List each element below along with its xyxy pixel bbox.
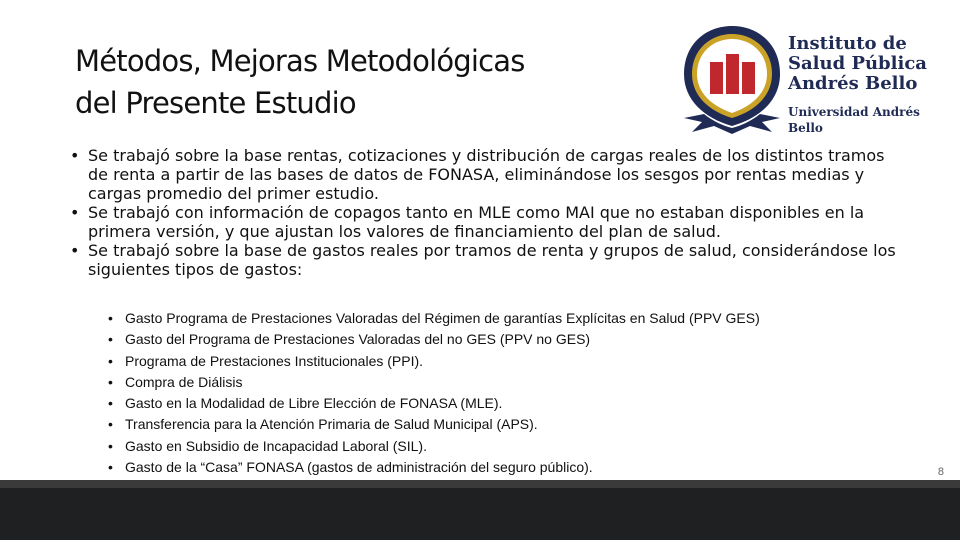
sub-bullet-item: • Gasto Programa de Prestaciones Valoradas del Régimen de garantías Explícitas en Salud (PPV GES) — [108, 308, 908, 329]
bullet-item: • Se trabajó sobre la base de gastos reales por tramos de renta y grupos de salud, considerándose los siguientes tipos de gastos: — [70, 241, 900, 279]
bullet-item: • Se trabajó sobre la base rentas, cotizaciones y distribución de cargas reales de los distintos tramos de renta a partir de las bases de datos de FONASA, eliminándose los sesgos por rentas medias y cargas promedio del primer estudio. — [70, 146, 900, 203]
sub-bullet-item: • Gasto de la “Casa” FONASA (gastos de administración del seguro público). — [108, 457, 908, 478]
sub-bullet-item: • Compra de Diálisis — [108, 372, 908, 393]
logo-text-line-2: Salud Pública — [788, 53, 927, 74]
sub-bullet-item: • Programa de Prestaciones Institucionales (PPI). — [108, 351, 908, 372]
sub-bullet-item: • Gasto del Programa de Prestaciones Valoradas del no GES (PPV no GES) — [108, 329, 908, 350]
bullet-item: • Se trabajó con información de copagos tanto en MLE como MAI que no estaban disponibles en la primera versión, y que ajustan los valores de financiamiento del plan de salud. — [70, 203, 900, 241]
institute-emblem-icon — [680, 22, 785, 134]
slide-title-line-2: del Presente Estudio — [75, 86, 356, 120]
slide-title — [75, 40, 655, 124]
footer-band — [0, 488, 960, 540]
logo-text-line-3: Andrés Bello — [788, 73, 918, 94]
page-number: 8 — [937, 466, 944, 478]
main-bullet-list — [70, 146, 900, 279]
sub-bullet-item: • Gasto en Subsidio de Incapacidad Laboral (SIL). — [108, 436, 908, 457]
logo-text-line-1: Instituto de — [788, 33, 907, 54]
institute-logo — [680, 22, 955, 134]
logo-university-name: Universidad Andrés Bello — [788, 105, 920, 135]
footer-band-top — [0, 480, 960, 488]
slide-title-line-1: Métodos, Mejoras Metodológicas — [75, 44, 525, 78]
institute-name — [788, 34, 955, 136]
expense-types-list — [108, 308, 908, 478]
sub-bullet-item: • Gasto en la Modalidad de Libre Elección de FONASA (MLE). — [108, 393, 908, 414]
sub-bullet-item: • Transferencia para la Atención Primaria de Salud Municipal (APS). — [108, 414, 908, 435]
